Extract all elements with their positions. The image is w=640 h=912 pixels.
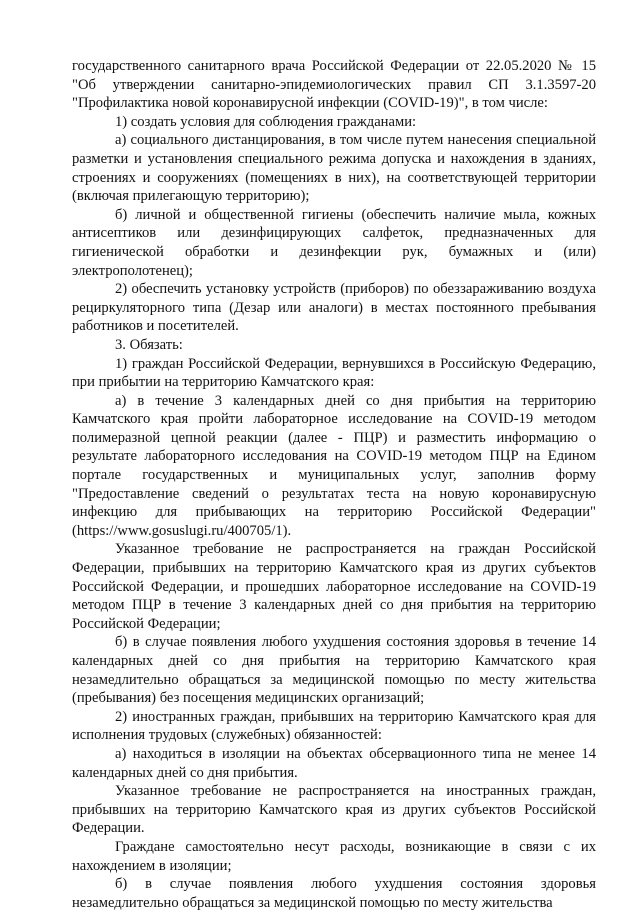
paragraph-3-item-2b: б) в случае появления любого ухудшения состояния здоровья незамедлительно обращаться за медицинской помощью по месту жительства (72, 876, 596, 911)
paragraph-3-item-2: 2) иностранных граждан, прибывших на территорию Камчатского края для исполнения трудовых (служебных) обязанностей: (72, 708, 596, 744)
paragraph-exception-2: Указанное требование не распространяется на иностранных граждан, прибывших на территорию Камчатского края из других субъектов Российской Федерации. (72, 783, 596, 837)
paragraph-item-2: 2) обеспечить установку устройств (приборов) по обеззараживанию воздуха рециркуляторного типа (Дезар или аналоги) в местах постоянного пребывания работников и посетителей. (72, 281, 596, 335)
document-page (72, 57, 596, 912)
paragraph-item-1a: а) социального дистанцирования, в том числе путем нанесения специальной разметки и установления специального режима допуска и нахождения в зданиях, строениях и сооружениях (помещениях в них), на соответствующей территории (включая прилегающую территорию); (72, 132, 596, 205)
paragraph-exception-1: Указанное требование не распространяется на граждан Российской Федерации, прибывших на территорию Камчатского края из других субъектов Российской Федерации, и прошедших лабораторное исследование на COVID-19 методом ПЦР в течение 3 календарных дней со дня прибытия на территорию Российской Федерации; (72, 541, 596, 632)
paragraph-3-item-1b: б) в случае появления любого ухудшения состояния здоровья в течение 14 календарных дней со дня прибытия на территорию Камчатского края незамедлительно обращаться за медицинской помощью по месту жительства (пребывания) без посещения медицинских организаций; (72, 634, 596, 707)
paragraph-3-item-2a: а) находиться в изоляции на объектах обсервационного типа не менее 14 календарных дней со дня прибытия. (72, 745, 596, 781)
paragraph-section-3: 3. Обязать: (115, 336, 183, 353)
paragraph-item-1b: б) личной и общественной гигиены (обеспечить наличие мыла, кожных антисептиков или дезинфицирующих салфеток, предназначенных для гигиенической обработки и дезинфекции рук, бумажных и (или) электрополотенец); (72, 206, 596, 279)
paragraph-3-item-1: 1) граждан Российской Федерации, вернувшихся в Российскую Федерацию, при прибытии на территорию Камчатского края: (72, 355, 596, 391)
paragraph-item-1: 1) создать условия для соблюдения гражданами: (115, 113, 417, 130)
paragraph-continuation: государственного санитарного врача Российской Федерации от 22.05.2020 № 15 "Об утверждении санитарно-эпидемиологических правил СП 3.1.3597-20 "Профилактика новой коронавирусной инфекции (COVID-19)", в том числе: (72, 58, 596, 112)
paragraph-expenses: Граждане самостоятельно несут расходы, возникающие в связи с их нахождением в изоляции; (72, 838, 596, 874)
paragraph-3-item-1a: а) в течение 3 календарных дней со дня прибытия на территорию Камчатского края пройти лабораторное исследование на COVID-19 методом полимеразной цепной реакции (далее - ПЦР) и разместить информацию о результате лабораторного исследования на COVID-19 методом ПЦР на Едином портале государственных и муниципальных услуг, заполнив форму "Предоставление сведений о результатах теста на новую коронавирусную инфекцию для прибывающих на территорию Российской Федерации" (https://www.gosuslugi.ru/400705/1). (72, 392, 596, 539)
